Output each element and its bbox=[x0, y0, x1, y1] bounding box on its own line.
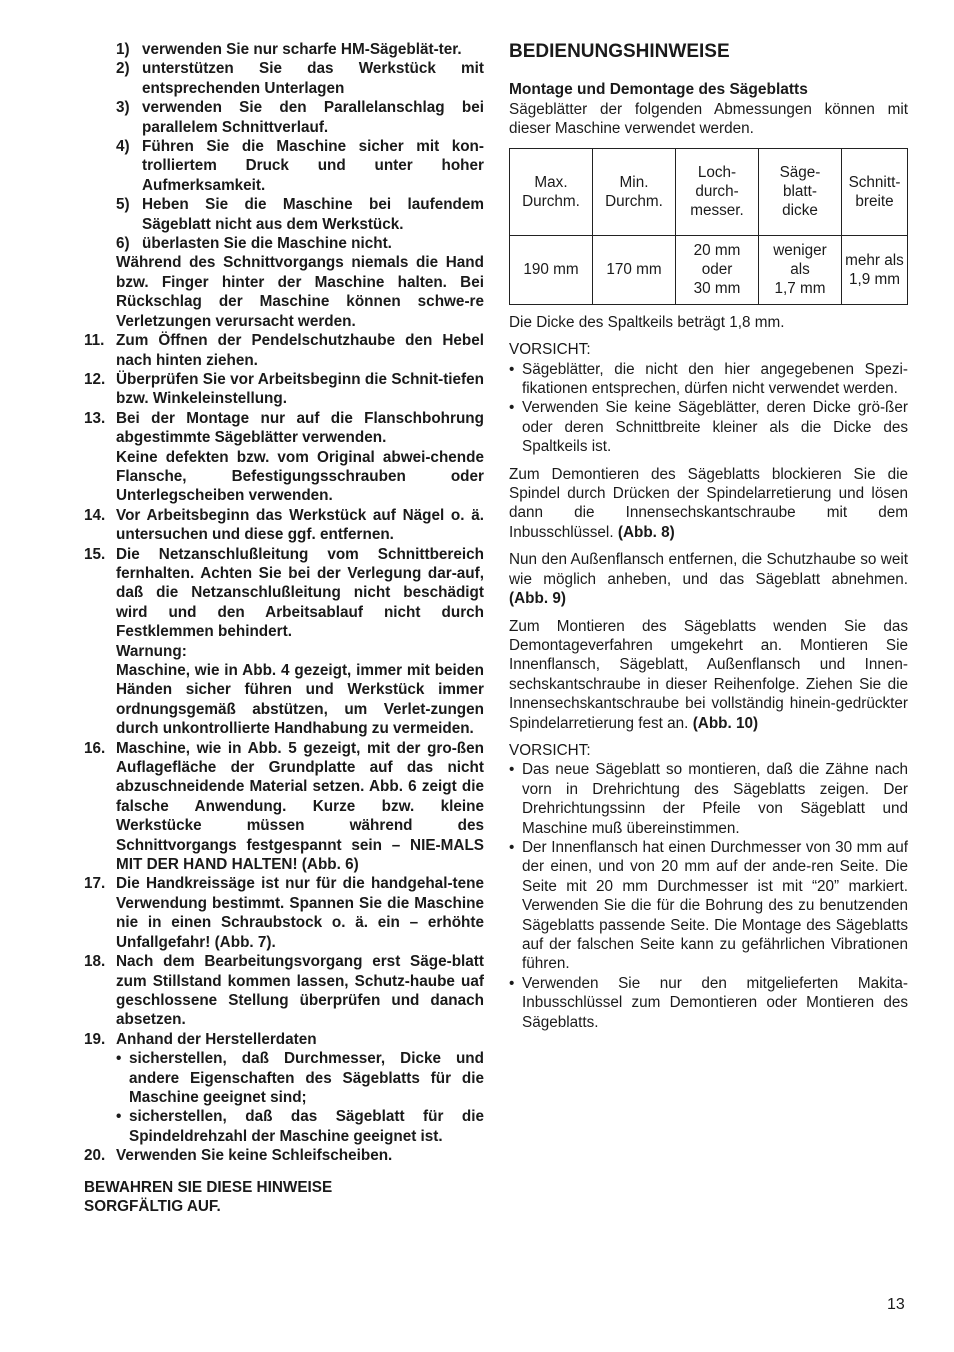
bullet-item bbox=[116, 1049, 484, 1107]
item-number: 14. bbox=[84, 506, 106, 524]
list-item bbox=[84, 370, 484, 409]
table-cell: mehr als 1,9 mm bbox=[842, 235, 908, 304]
item-text: Bei der Montage nur auf die Flanschbohrung abgestimmte Sägeblätter verwenden. bbox=[116, 409, 484, 447]
sub-item-text: Führen Sie die Maschine sicher mit kon-trolliertem Druck und unter hoher Aufmerksamkeit. bbox=[142, 138, 484, 194]
bullet-item bbox=[116, 1107, 484, 1146]
item-number: 12. bbox=[84, 370, 106, 388]
item-text: Die Handkreissäge ist nur für die handgehal-tene Verwendung bestimmt. Spannen Sie die Maschine nie in einen Schraubstock o. ä. ein – erhöhte Unfallgefahr! (Abb. 7). bbox=[116, 875, 484, 951]
sub-item-number: 1) bbox=[116, 41, 130, 58]
item-number: 17. bbox=[84, 875, 106, 893]
sub-item-number: 5) bbox=[116, 196, 130, 214]
item-number: 20. bbox=[84, 1147, 106, 1165]
bullet-text: Verwenden Sie nur den mitgelieferten Makita-Inbusschlüssel zum Demontieren oder Montieren des Sägeblatts. bbox=[522, 974, 908, 1031]
bullet-icon: • bbox=[509, 399, 515, 417]
right-column bbox=[509, 40, 908, 1032]
item-text: Überprüfen Sie vor Arbeitsbeginn die Schnit-tiefen bzw. Winkeleinstellung. bbox=[116, 370, 484, 408]
table-header-cell: Loch- durch- messer. bbox=[676, 148, 759, 235]
sub-note: Während des Schnittvorgangs niemals die Hand bzw. Finger hinter der Maschine halten. Bei Rückschlag der Maschine können schwe-re Verletzungen verursacht werden. bbox=[116, 254, 484, 330]
item-text: Anhand der Herstellerdaten bbox=[116, 1030, 317, 1048]
bullet-text: Verwenden Sie keine Sägeblätter, deren Dicke grö-ßer oder deren Schnittbreite kleiner als die Dicke des Spaltkeils ist. bbox=[522, 399, 908, 456]
bullet-icon: • bbox=[116, 1050, 122, 1068]
sub-heading: Montage und Demontage des Sägeblatts bbox=[509, 81, 808, 98]
item-text: Maschine, wie in Abb. 5 gezeigt, mit der gro-ßen Auflagefläche der Grundplatte auf das nicht abzuschneidende Material setzen. Abb. 6 zeigt die falsche Anwendung. Kurze bzw. kleine Werkstücke müssen während des Schnittvorgangs festgespannt sein – NIE-MALS MIT DER HAND HALTEN! (Abb. 6) bbox=[116, 739, 484, 874]
bullet-item bbox=[509, 974, 908, 1032]
list-item bbox=[84, 409, 484, 506]
bullet-icon: • bbox=[509, 838, 515, 856]
bullet-text: Sägeblätter, die nicht den hier angegebenen Spezi-fikationen entsprechen, dürfen nicht verwendet werden. bbox=[522, 360, 908, 398]
table-header-cell: Schnitt- breite bbox=[842, 148, 908, 235]
table-cell: 190 mm bbox=[510, 235, 593, 304]
bullet-icon: • bbox=[116, 1108, 122, 1126]
paragraph-demount: Zum Demontieren des Sägeblatts blockieren Sie die Spindel durch Drücken der Spindelarretierung und lösen dann die Innensechskantschraube mit dem Inbusschlüssel. (Abb. 8) bbox=[509, 465, 908, 541]
left-column bbox=[84, 40, 484, 1216]
sub-item-number: 3) bbox=[116, 99, 130, 117]
footer-line: BEWAHREN SIE DIESE HINWEISE bbox=[84, 1178, 333, 1196]
warning-text: Maschine, wie in Abb. 4 gezeigt, immer mit beiden Händen sicher führen und Werkstück immer ordnungsgemäß abstützen, um Verlet-zungen durch unkontrollierte Handhabung zu vermeiden. bbox=[116, 662, 484, 738]
sub-item bbox=[84, 59, 484, 98]
sub-item-text: verwenden Sie den Parallelanschlag bei parallelem Schnittverlauf. bbox=[142, 99, 484, 136]
bullet-item bbox=[509, 838, 908, 974]
sub-item-text: unterstützen Sie das Werkstück mit entsprechenden Unterlagen bbox=[142, 60, 484, 97]
caution-label: VORSICHT: bbox=[509, 741, 591, 759]
bullet-icon: • bbox=[509, 360, 515, 378]
list-item bbox=[84, 1030, 484, 1146]
figure-reference: (Abb. 10) bbox=[692, 714, 759, 732]
list-item bbox=[84, 874, 484, 952]
sub-item bbox=[84, 137, 484, 195]
intro-paragraph: Sägeblätter der folgenden Abmessungen können mit dieser Maschine verwendet werden. bbox=[509, 101, 908, 138]
warning-label: Warnung: bbox=[116, 642, 187, 660]
footer-note bbox=[84, 1178, 484, 1217]
item-number: 11. bbox=[84, 332, 105, 350]
table-header-cell: Säge- blatt- dicke bbox=[759, 148, 842, 235]
item-text: Vor Arbeitsbeginn das Werkstück auf Nägel o. ä. untersuchen und diese ggf. entfernen. bbox=[116, 506, 484, 544]
item-text: Nach dem Bearbeitungsvorgang erst Säge-blatt zum Stillstand kommen lassen, Schutz-haube uaf geschlossene Stellung überprüfen und danach absetzen. bbox=[116, 953, 484, 1029]
figure-reference: (Abb. 8) bbox=[617, 523, 675, 541]
sub-item-text: überlasten Sie die Maschine nicht. bbox=[142, 235, 392, 253]
sub-item bbox=[84, 234, 484, 253]
list-item bbox=[84, 331, 484, 370]
item-number: 15. bbox=[84, 545, 106, 563]
item-extra-text: Keine defekten bzw. vom Original abwei-chende Flansche, Befestigungsschrauben oder Unterlegscheiben verwenden. bbox=[116, 448, 484, 505]
paragraph-mount: Zum Montieren des Sägeblatts wenden Sie das Demontageverfahren umgekehrt an. Montieren Sie Innenflansch, Sägeblatt, Außenflansch und Innen-sechskantschraube in dieser Reihenfolge. Ziehen Sie die Innensechskantschraube bei vollständig hinein-gedrückter Spindelarretierung fest an. (Abb. 10) bbox=[509, 617, 908, 732]
item-text: Die Netzanschlußleitung vom Schnittbereich fernhalten. Achten Sie bei der Verlegung dar-auf, daß die Netzanschlußleitung nicht beschädigt wird und den Arbeitsablauf nicht durch Festklemmen behindert. bbox=[116, 545, 484, 641]
item-number: 19. bbox=[84, 1030, 106, 1048]
sub-item bbox=[84, 40, 484, 59]
bullet-icon: • bbox=[509, 974, 515, 992]
bullet-text: sicherstellen, daß Durchmesser, Dicke und andere Eigenschaften des Sägeblatts für die Maschine geeignet sind; bbox=[129, 1050, 484, 1106]
list-item bbox=[84, 1146, 484, 1165]
table-cell: 170 mm bbox=[593, 235, 676, 304]
table-cell: 20 mm oder 30 mm bbox=[676, 235, 759, 304]
table-header-cell: Max. Durchm. bbox=[510, 148, 593, 235]
table-header-row bbox=[510, 148, 908, 235]
list-item bbox=[84, 545, 484, 739]
list-item bbox=[84, 506, 484, 545]
bullet-item bbox=[509, 398, 908, 456]
caution-label: VORSICHT: bbox=[509, 341, 591, 359]
sub-item bbox=[84, 195, 484, 234]
bullet-text: sicherstellen, daß das Sägeblatt für die Spindeldrehzahl der Maschine geeignet ist. bbox=[129, 1108, 484, 1145]
blade-spec-table bbox=[509, 148, 908, 305]
item-text: Verwenden Sie keine Schleifscheiben. bbox=[116, 1147, 393, 1165]
table-row bbox=[510, 235, 908, 304]
sub-item bbox=[84, 98, 484, 137]
list-item bbox=[84, 952, 484, 1030]
item-number: 16. bbox=[84, 739, 106, 757]
section-heading: BEDIENUNGSHINWEISE bbox=[509, 41, 730, 62]
paragraph-remove: Nun den Außenflansch entfernen, die Schutzhaube so weit wie möglich anheben, und das Sägeblatt abnehmen. (Abb. 9) bbox=[509, 551, 908, 608]
sub-item-number: 6) bbox=[116, 235, 130, 253]
item-number: 18. bbox=[84, 953, 106, 971]
list-item bbox=[84, 739, 484, 875]
sub-item-text: verwenden Sie nur scharfe HM-Sägeblät-ter. bbox=[142, 41, 462, 58]
table-header-cell: Min. Durchm. bbox=[593, 148, 676, 235]
sub-item-text: Heben Sie die Maschine bei laufendem Sägeblatt nicht aus dem Werkstück. bbox=[142, 196, 484, 233]
table-cell: weniger als 1,7 mm bbox=[759, 235, 842, 304]
spaltkeil-note: Die Dicke des Spaltkeils beträgt 1,8 mm. bbox=[509, 313, 785, 331]
bullet-text: Das neue Sägeblatt so montieren, daß die Zähne nach vorn in Drehrichtung des Sägeblatts zeigen. Der Drehrichtungssinn der Pfeile von Sägeblatt und Maschine muß übereinstimmen. bbox=[522, 761, 908, 837]
item-text: Zum Öffnen der Pendelschutzhaube den Hebel nach hinten ziehen. bbox=[116, 332, 484, 369]
bullet-item bbox=[509, 760, 908, 838]
item-number: 13. bbox=[84, 409, 106, 427]
sub-item-number: 2) bbox=[116, 60, 130, 78]
figure-reference: (Abb. 9) bbox=[509, 590, 566, 608]
sub-item-number: 4) bbox=[116, 138, 130, 156]
bullet-icon: • bbox=[509, 761, 515, 779]
bullet-text: Der Innenflansch hat einen Durchmesser von 30 mm auf der einen, und von 20 mm auf der ande-ren Seite. Die Seite mit 20 mm Durchmesser ist mit “20” markiert. Verwenden Sie die für die Bohrung des zu benutzenden Sägeblatts passende Seite. Die Montage des Sägeblatts auf der falschen Seite kann zu gefährlichen Vibrationen führen. bbox=[522, 838, 908, 973]
page-number: 13 bbox=[887, 1296, 905, 1313]
footer-line: SORGFÄLTIG AUF. bbox=[84, 1197, 221, 1215]
bullet-item bbox=[509, 360, 908, 399]
